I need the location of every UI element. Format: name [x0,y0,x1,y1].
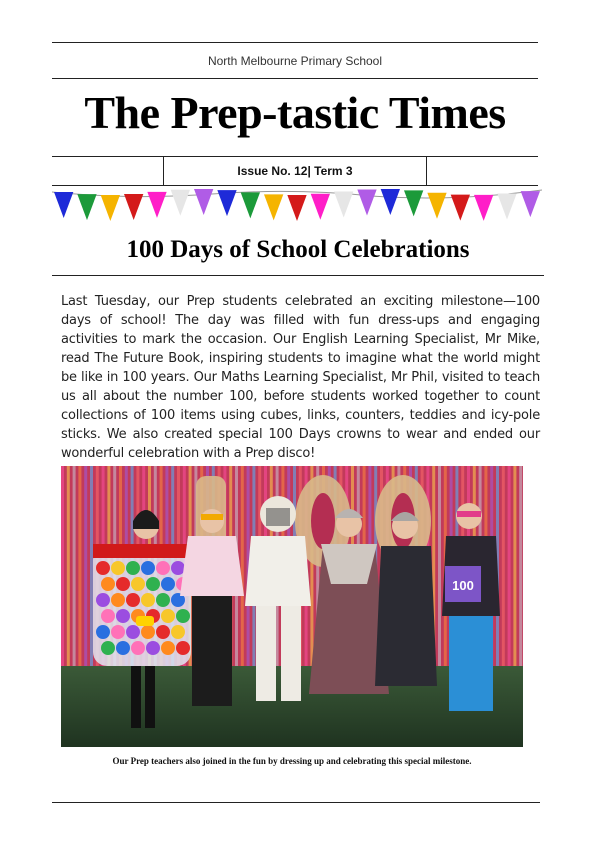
bunting-flag [264,194,283,220]
bunting-flag [497,193,516,219]
school-rule [52,78,538,79]
photo-caption: Our Prep teachers also joined in the fun by dressing up and celebrating this special milestone. [112,756,472,766]
bunting-flag [124,194,143,220]
bunting-flag [147,192,166,218]
issue-bar [52,156,538,186]
bunting-flag [311,194,330,220]
photo-sign-text: 100 [452,578,474,593]
article-headline: 100 Days of School Celebrations [126,236,470,263]
bunting-flag [101,195,120,221]
bunting-flag [334,191,353,217]
bunting-flag [474,195,493,221]
masthead-title: The Prep-tastic Times [84,87,506,138]
bunting-flag [194,189,213,215]
bunting-flag [217,190,236,216]
bunting-flag [404,190,423,216]
bunting-banner [52,188,542,228]
headline-rule [52,275,544,276]
school-name: North Melbourne Primary School [207,54,383,68]
top-rule [52,42,538,43]
bunting-flag [77,194,96,220]
bunting-flag [171,190,190,216]
article-body: Last Tuesday, our Prep students celebrated an exciting milestone—100 days of school! The day was filled with fun dress-ups and engaging activities to mark the occasion. Our English Learning Specialist, Mr Mike, read The Future Book, inspiring students to imagine what the world might be like in 100 years. Our Maths Learning Specialist, Mr Phil, visited to teach us all about the number 100, before students worked together to count collections of 100 items using cubes, links, counters, teddies and icy-pole sticks. We also created special 100 Days crowns to wear and ended our wonderful celebration with a Prep disco! [61,294,540,461]
bunting-flag [427,193,446,219]
bunting-flag [357,190,376,216]
bottom-rule [52,802,540,803]
teachers-photo [61,466,523,747]
bunting-flag [451,195,470,221]
issue-number: Issue No. 12| Term 3 [237,164,353,178]
bunting-flag [521,191,540,217]
bunting-flag [381,189,400,215]
bunting-flag [287,195,306,221]
bunting-flag [241,192,260,218]
bunting-flag [54,192,73,218]
